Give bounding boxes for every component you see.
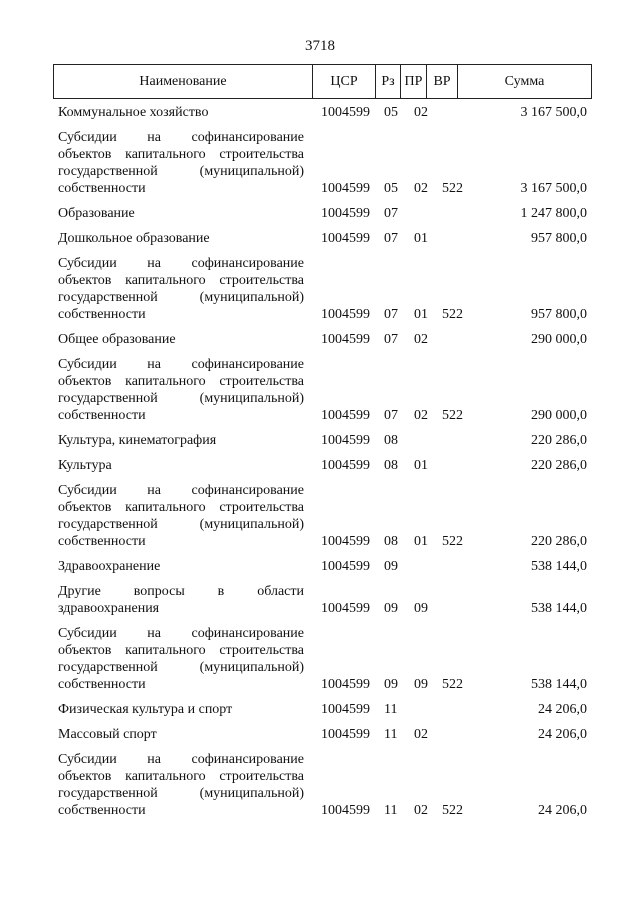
header-vr: ВР [427,65,458,98]
row-pr: 01 [414,231,428,246]
row-rz: 05 [384,181,398,196]
row-sum: 24 206,0 [538,727,587,742]
row-rz: 11 [384,702,398,717]
row-pr: 02 [414,181,428,196]
row-pr: 02 [414,803,428,818]
row-csr: 1004599 [321,559,370,574]
row-pr: 01 [414,458,428,473]
table-row [0,255,640,323]
row-pr: 01 [414,534,428,549]
page-number: 3718 [305,38,335,54]
header-csr: ЦСР [313,65,376,98]
row-vr: 522 [442,408,463,423]
row-rz: 11 [384,803,398,818]
table-row [0,129,640,197]
row-name: Коммунальное хозяйство [58,105,209,120]
row-rz: 11 [384,727,398,742]
row-csr: 1004599 [321,231,370,246]
row-name: Общее образование [58,332,176,347]
row-name: Образование [58,206,135,221]
row-rz: 07 [384,332,398,347]
row-pr: 01 [414,307,428,322]
row-name: Субсидии на софинансирование объектов капитального строительства государственной (муниципальной) собственности [58,130,304,196]
row-name: Субсидии на софинансирование объектов капитального строительства государственной (муниципальной) собственности [58,752,304,818]
row-csr: 1004599 [321,206,370,221]
table-row [0,482,640,550]
row-pr: 02 [414,408,428,423]
row-rz: 07 [384,231,398,246]
row-sum: 3 167 500,0 [520,181,587,196]
row-vr: 522 [442,677,463,692]
row-sum: 538 144,0 [531,677,587,692]
row-sum: 1 247 800,0 [520,206,587,221]
row-csr: 1004599 [321,181,370,196]
table-row [0,701,640,718]
header-pr: ПР [401,65,427,98]
row-name: Физическая культура и спорт [58,702,233,717]
row-csr: 1004599 [321,307,370,322]
row-sum: 957 800,0 [531,307,587,322]
row-vr: 522 [442,307,463,322]
row-csr: 1004599 [321,458,370,473]
row-csr: 1004599 [321,105,370,120]
row-csr: 1004599 [321,601,370,616]
row-name: Дошкольное образование [58,231,210,246]
row-pr: 09 [414,601,428,616]
row-sum: 538 144,0 [531,559,587,574]
table-row [0,625,640,693]
header-name: Наименование [54,65,313,98]
table-row [0,230,640,247]
row-sum: 24 206,0 [538,803,587,818]
header-rz: Рз [376,65,401,98]
row-rz: 08 [384,534,398,549]
row-name: Здравоохранение [58,559,161,574]
row-rz: 08 [384,433,398,448]
row-rz: 07 [384,307,398,322]
table-row [0,583,640,617]
row-pr: 02 [414,105,428,120]
row-rz: 07 [384,206,398,221]
table-row [0,432,640,449]
row-csr: 1004599 [321,332,370,347]
table-row [0,726,640,743]
row-sum: 220 286,0 [531,534,587,549]
table-header [53,64,592,99]
row-name: Культура [58,458,112,473]
row-rz: 09 [384,677,398,692]
row-sum: 290 000,0 [531,408,587,423]
row-rz: 09 [384,601,398,616]
row-csr: 1004599 [321,433,370,448]
table-row [0,205,640,222]
table-row [0,356,640,424]
row-name: Субсидии на софинансирование объектов капитального строительства государственной (муниципальной) собственности [58,256,304,322]
table-row [0,751,640,819]
row-sum: 3 167 500,0 [520,105,587,120]
row-sum: 957 800,0 [531,231,587,246]
row-csr: 1004599 [321,727,370,742]
row-csr: 1004599 [321,677,370,692]
row-name: Культура, кинематография [58,433,217,448]
row-sum: 24 206,0 [538,702,587,717]
table-body [0,104,640,827]
row-name: Другие вопросы в области здравоохранения [58,584,304,616]
table-row [0,457,640,474]
row-name: Массовый спорт [58,727,157,742]
row-pr: 09 [414,677,428,692]
row-rz: 07 [384,408,398,423]
row-name: Субсидии на софинансирование объектов капитального строительства государственной (муниципальной) собственности [58,483,304,549]
row-csr: 1004599 [321,803,370,818]
row-rz: 09 [384,559,398,574]
row-name: Субсидии на софинансирование объектов капитального строительства государственной (муниципальной) собственности [58,357,304,423]
row-vr: 522 [442,181,463,196]
table-row [0,558,640,575]
row-rz: 08 [384,458,398,473]
row-sum: 220 286,0 [531,458,587,473]
row-pr: 02 [414,727,428,742]
row-csr: 1004599 [321,534,370,549]
row-vr: 522 [442,534,463,549]
table-row [0,104,640,121]
row-pr: 02 [414,332,428,347]
table-row [0,331,640,348]
row-csr: 1004599 [321,702,370,717]
row-sum: 538 144,0 [531,601,587,616]
row-vr: 522 [442,803,463,818]
row-sum: 220 286,0 [531,433,587,448]
header-sum: Сумма [504,74,545,89]
row-name: Субсидии на софинансирование объектов капитального строительства государственной (муниципальной) собственности [58,626,304,692]
row-sum: 290 000,0 [531,332,587,347]
row-csr: 1004599 [321,408,370,423]
row-rz: 05 [384,105,398,120]
